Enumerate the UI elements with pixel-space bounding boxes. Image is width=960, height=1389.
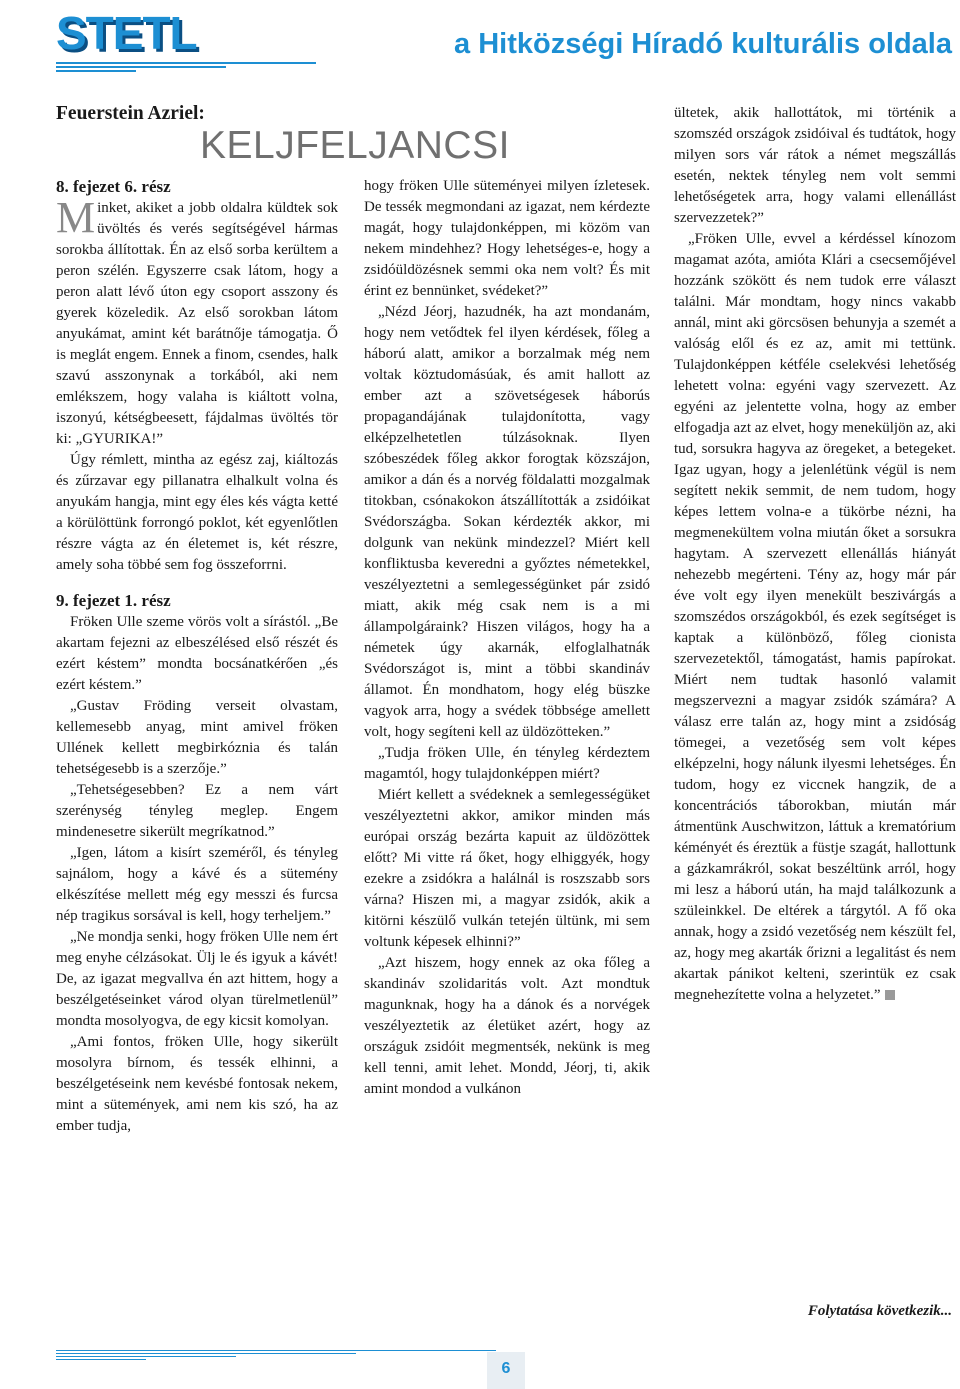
drop-cap: M [56, 193, 96, 242]
tagline: a Hitközségi Híradó kulturális oldala [454, 28, 952, 60]
continued-note: Folytatása következik... [807, 1303, 952, 1319]
chapter-heading: 8. fejezet 6. rész [56, 177, 171, 196]
paragraph: „Tehetségesebben? Ez a nem várt szerénység tényleg meglep. Engem mindenesetre sikerült megríkatnod.” [56, 782, 338, 840]
masthead [0, 0, 960, 80]
paragraph: ültetek, akik hallottátok, mi történik a szomszéd országok zsidóival és tudtátok, hogy milyen sors vár rátok a német megszállás esetén, nektek tényleg nem volt semmi lehetőségetek arra, hogy valami ellenállást szervezzetek?” [674, 105, 956, 226]
paragraph: „Gustav Fröding verseit olvastam, kellemesebb anyag, mint amivel fröken Ullének kellett megbirkóznia és talán tehetségesebb is a szerzője.” [56, 698, 338, 777]
author: Feuerstein Azriel: [56, 103, 205, 124]
paragraph: „Fröken Ulle, evvel a kérdéssel kínozom magamat azóta, amióta Klári a csecsemőjével hozzánk szökött és nem tudok erre választ találni. Már mondtam, hogy nincs vakabb annál, mint aki görcsösen behunyja a szemét a valóság elől és ez az, amit mi tettünk. Tulajdonképpen kétféle cselekvési lehetőség lehetett volna: egyéni vagy szervezett. Az egyéni az jelentette volna, hogy az ember elfogadja azt az elvet, hogy meneküljön az, aki tud, sorsukra hagyva az öregeket, a betegeket. Igaz ugyan, hogy a jelenlétünk végül is nem segített nekik semmit, de nem tudom, hogy képes lettem volna-e a tükörbe nézni, ha megmenekültem volna miután őket a sorsukra hagytam. A szervezett ellenállás hiányát nehezebb megérteni. Tény az, hogy már pár éve volt egy ilyen menekült beszivárgás a szomszédos országokból, és ezek segítséget is kaptak a különböző, főleg cionista szervezetektől, támogatást, hamis papírokat. Miért nem tudtak hasonló valamit megszervezni a magyar zsidók számára? A válasz erre talán az, hogy mint a zsidóság tömegei, a vezetőség sem volt képes elképzelni, hogy nálunk ilyesmi lehetséges. Én tudom, hogy ez viccnek hangzik, de a koncentrációs táborokban, miután már átmentünk Auschwitzon, láttuk a krematórium kéményét és éreztük a füstje szagát, hallottunk a gázkamrákról, sokat beszéltünk arról, hogy mi lesz a háború után, ha majd találkozunk a szüleinkkel. De eltérek a tárgytól. A fő oka annak, hogy a zsidó vezetőség nem készült fel, az, hogy meg akarták őrizni a legalitást és nem akartak pánikot kelteni, szerintük ez csak megnehezítette volna a helyzetet.” [674, 231, 956, 1003]
paragraph: Miért kellett a svédeknek a semlegességüket veszélyeztetni akkor, amikor minden más európai ország bezárta kapuit az üldözöttek előtt? Mi vitte rá őket, hogy elhiggyék, hogy ezekre a zsidókra a halálnál is roszszabb sors várna? Hiszen mi, a magyar zsidók, akik a kitörni készülő vulkán tetején ültünk, mi sem voltunk képesek elhinni?” [364, 787, 650, 950]
end-mark-icon [885, 990, 895, 1000]
paragraph: Fröken Ulle szeme vörös volt a sírástól. „Be akartam fejezni az elbeszélésed első részét és ezért késtem” mondta bocsánatkérően „és ezért késtem.” [56, 614, 338, 693]
paragraph: „Ami fontos, fröken Ulle, hogy sikerült mosolyra bírnom, és tessék elhinni, a beszélgetéseink nem kevésbé fontosak nekem, mint a sütemények, ami nem kis szó, ha az ember tudja, [56, 1034, 338, 1134]
paragraph: Minket, akiket a jobb oldalra küldtek sok üvöltés és verés segítségével hármas sorokba állítottak. Én az első sorba kerültem a peron szélén. Egyszerre csak látom, hogy a peron alatt lévő úton egy csoport asszony és gyerek közeledik. Az első sorokban látom anyukámat, amint két barátnője támogatja. Ő is meglát engem. Ennek a finom, csendes, halk szavú asszonynak a torkából, aki nem emlékszem, hogy valaha is kiáltott volna, iszonyú, kétségbeesett, fájdalmas üvöltés tör ki: „GYURIKA!” [56, 193, 338, 447]
paragraph: Úgy rémlett, mintha az egész zaj, kiáltozás és zűrzavar egy pillanatra elhalkult volna és anyukám hangja, mint egy éles kés vágta ketté a körülöttünk forrongó poklot, két egyenlőtlen részre vágta az én életemet is, két részre, amely soha többé sem fog összeforrni. [56, 452, 338, 573]
page-number-box [487, 1352, 525, 1389]
column-3 [674, 103, 956, 1006]
page-number: 6 [501, 1360, 511, 1377]
paragraph: hogy fröken Ulle süteményei milyen ízletesek. De tessék megmondani az igazat, nem kérdezte magát, hogy tulajdonképpen, mi közöm van nekem mindehhez? Hogy lehetséges-e, hogy a zsidóüldözésnek semmi oka nem volt? És mit érint ez bennünket, svédeket?” [364, 178, 650, 299]
column-2 [364, 176, 650, 1100]
paragraph: „Igen, látom a kisírt szeméről, és tényleg sajnálom, hogy a kávé és a sütemény elkészítése mellett még egy messzi és furcsa nép tragikus sorsával is kell, hogy terheljem.” [56, 845, 338, 924]
column-1 [56, 176, 338, 1137]
paragraph: „Tudja fröken Ulle, én tényleg kérdeztem magamtól, hogy tulajdonképpen miért? [364, 745, 650, 782]
paragraph: „Ne mondja senki, hogy fröken Ulle nem ért meg enyhe célzásokat. Ülj le és igyuk a kávét! De, az igazat megvallva én azt hittem, hogy a beszélgetéseinket várod olyan türelmetlenül” mondta mosolyogva, de egy kicsit komolyan. [56, 929, 338, 1029]
logo: STETL [56, 7, 197, 59]
masthead-rules [56, 62, 960, 76]
paragraph: „Nézd Jéorj, hazudnék, ha azt mondanám, hogy nem vetődtek fel ilyen kérdések, főleg a háború alatt, amikor a borzalmak még nem voltak köztudomásúak, és amit hallott az ember azt a szövetségesek háborús propagandájának tulajdonította, vagy elképzelhetetlen túlzásoknak. Ilyen szóbeszédek főleg akkor forogtak közszájon, amikor a dán és a norvég földalatti mozgalmak titokban, csónakokon átszállították a zsidóikat Svédországba. Sokan kérdezték akkor, mi dolgunk van nekünk mindezzel? Miért kell konfliktusba keveredni a győztes németekkel, veszélyeztetni a semlegességünket pár zsidó miatt, akik még csak nem is a mi állampolgáraink? Hiszen világos, hogy ha a németek úgy akarnák, elfoglalhatnák Svédországot is, mint a többi skandináv államot. Én mondhatom, hogy elég büszke vagyok arra, hogy a svédek többsége amellett volt, hogy segíteni kell az üldözötteken.” [364, 304, 650, 740]
chapter-heading: 9. fejezet 1. rész [56, 591, 171, 610]
paragraph: „Azt hiszem, hogy ennek az oka főleg a skandináv szolidaritás volt. Azt mondtuk magunknak, hogy ha a dánok és a norvégek veszélyeztetik az életüket azért, hogy az országuk zsidóit megmentsék, nekünk is meg kell tenni, amit lehet. Mondd, Jéorj, ti, akik amint mondod a vulkánon [364, 955, 650, 1097]
article-title: KELJFELJANCSI [200, 124, 510, 167]
